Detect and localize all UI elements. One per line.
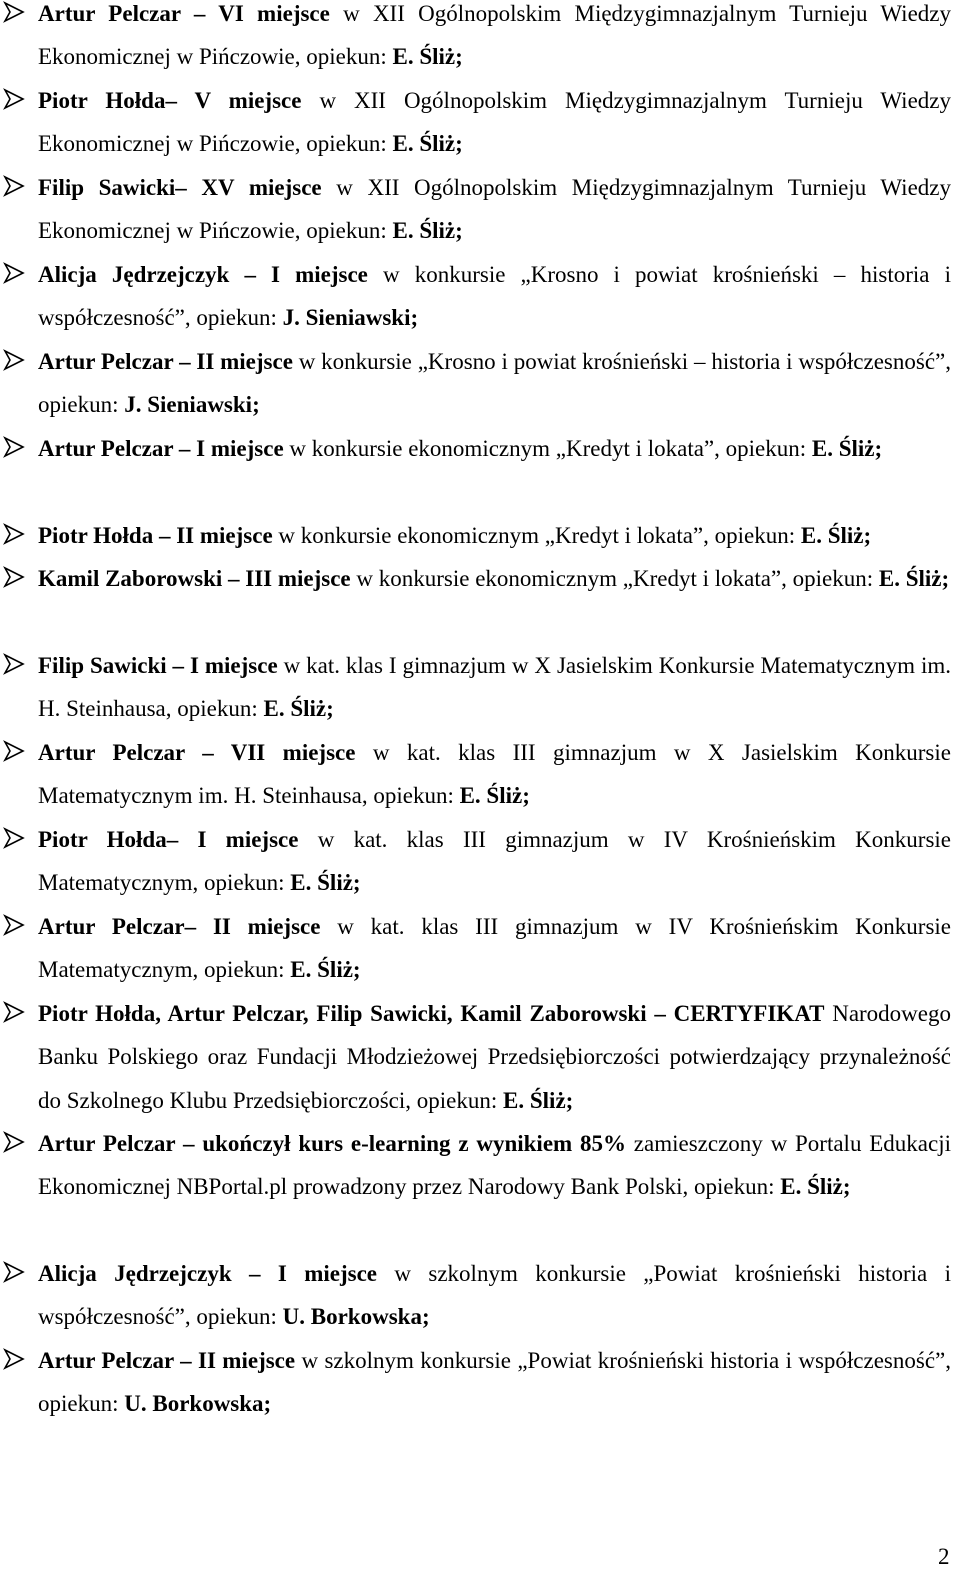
bold-text: E. Śliż; xyxy=(459,783,530,809)
bold-text: E. Śliż; xyxy=(392,218,463,244)
arrowhead-bullet-icon xyxy=(3,436,25,458)
plain-text: w XII Ogólnopolskim Międzygimnazjalnym Turnieju Wiedzy Ekonomicznej w Pińczowie, opiekun: xyxy=(38,1,951,70)
arrowhead-bullet-icon xyxy=(3,523,25,545)
arrowhead-bullet-icon xyxy=(3,1348,25,1370)
list-item-text xyxy=(38,1339,951,1426)
bold-text: Artur Pelczar – VI miejsce xyxy=(38,1,330,26)
arrowhead-bullet-icon xyxy=(3,827,25,849)
list-item-text xyxy=(38,0,951,79)
list-item-text xyxy=(38,644,951,731)
bold-text: Kamil Zaborowski – III miejsce xyxy=(38,566,351,591)
bold-text: Artur Pelczar – VII miejsce xyxy=(38,740,356,765)
list-item-text xyxy=(38,340,951,427)
plain-text: w konkursie ekonomicznym „Kredyt i lokata”, opiekun: xyxy=(272,523,801,548)
bold-text: Filip Sawicki– XV miejsce xyxy=(38,175,322,200)
plain-text: w kat. klas III gimnazjum w IV Krośnieńskim Konkursie Matematycznym, opiekun: xyxy=(38,914,952,983)
bold-text: E. Śliż; xyxy=(800,523,872,548)
bold-text: Piotr Hołda, Artur Pelczar, Filip Sawicki, Kamil Zaborowski – CERTYFIKAT xyxy=(38,1001,825,1026)
bold-text: J. Sieniawski; xyxy=(124,392,260,418)
bold-text: E. Śliż; xyxy=(392,131,463,157)
bold-text: J. Sieniawski; xyxy=(282,305,419,331)
arrowhead-bullet-icon xyxy=(3,1261,25,1283)
arrowhead-bullet-icon xyxy=(3,653,25,675)
arrowhead-bullet-icon xyxy=(3,88,25,110)
list-item-text xyxy=(38,514,951,557)
plain-text: w konkursie ekonomicznym „Kredyt i lokata”, opiekun: xyxy=(283,436,812,461)
bold-text: Piotr Hołda – II miejsce xyxy=(38,523,273,548)
bold-text: Artur Pelczar – II miejsce xyxy=(38,349,293,374)
arrowhead-bullet-icon xyxy=(3,262,25,284)
bold-text: Artur Pelczar – I miejsce xyxy=(38,436,284,461)
bold-text: E. Śliż; xyxy=(263,696,334,722)
plain-text: w szkolnym konkursie „Powiat krośnieński historia i współczesność”, opiekun: xyxy=(38,1348,951,1417)
plain-text: Narodowego Banku Polskiego oraz Fundacji Młodzieżowej Przedsiębiorczości potwierdzający przynależność do Szkolnego Klubu Przedsiębiorczości, opiekun: xyxy=(38,1001,951,1113)
arrowhead-bullet-icon xyxy=(3,1,25,23)
bold-text: E. Śliż; xyxy=(503,1087,574,1113)
arrowhead-bullet-icon xyxy=(3,175,25,197)
bold-text: E. Śliż; xyxy=(290,957,361,983)
bold-text: Artur Pelczar – ukończył kurs e-learning z wynikiem 85% xyxy=(38,1131,626,1156)
arrowhead-bullet-icon xyxy=(3,1131,25,1153)
bold-text: E. Śliż; xyxy=(392,44,463,70)
plain-text: w konkursie ekonomicznym „Kredyt i lokata”, opiekun: xyxy=(350,566,879,591)
plain-text: w szkolnym konkursie „Powiat krośnieński historia i współczesność”, opiekun: xyxy=(38,1261,951,1330)
list-item-text xyxy=(38,166,951,253)
bold-text: Artur Pelczar – II miejsce xyxy=(38,1348,296,1373)
list-item-text xyxy=(38,79,951,166)
plain-text: zamieszczony w Portalu Edukacji Ekonomicznej NBPortal.pl prowadzony przez Narodowy Bank Polski, opiekun: xyxy=(38,1131,952,1200)
bold-text: E. Śliż; xyxy=(811,436,883,461)
bold-text: E. Śliż; xyxy=(290,870,361,896)
arrowhead-bullet-icon xyxy=(3,740,25,762)
bold-text: U. Borkowska; xyxy=(124,1391,272,1417)
page-number: 2 xyxy=(938,1544,950,1569)
plain-text: w XII Ogólnopolskim Międzygimnazjalnym Turnieju Wiedzy Ekonomicznej w Pińczowie, opiekun: xyxy=(38,88,951,157)
bold-text: U. Borkowska; xyxy=(282,1304,430,1330)
list-item-text xyxy=(38,731,951,818)
list-item-text xyxy=(38,1122,951,1209)
bold-text: E. Śliż; xyxy=(780,1174,851,1200)
list-item-text xyxy=(38,557,951,600)
plain-text: w XII Ogólnopolskim Międzygimnazjalnym Turnieju Wiedzy Ekonomicznej w Pińczowie, opiekun: xyxy=(38,175,951,244)
arrowhead-bullet-icon xyxy=(3,566,25,588)
plain-text: w kat. klas III gimnazjum w IV Krośnieńskim Konkursie Matematycznym, opiekun: xyxy=(38,827,951,896)
bold-text: Piotr Hołda– V miejsce xyxy=(38,88,302,113)
plain-text: w konkursie „Krosno i powiat krośnieński – historia i współczesność”, opiekun: xyxy=(38,262,951,331)
bold-text: Piotr Hołda– I miejsce xyxy=(38,827,299,852)
plain-text: w konkursie „Krosno i powiat krośnieński – historia i współczesność”, opiekun: xyxy=(38,349,952,418)
arrowhead-bullet-icon xyxy=(3,914,25,936)
list-item-text xyxy=(38,905,951,992)
list-item-text xyxy=(38,1252,951,1339)
bold-text: Filip Sawicki – I miejsce xyxy=(38,653,278,678)
plain-text: w kat. klas I gimnazjum w X Jasielskim Konkursie Matematycznym im. H. Steinhausa, opiekun: xyxy=(38,653,951,722)
arrowhead-bullet-icon xyxy=(3,1001,25,1023)
list-item-text xyxy=(38,818,951,905)
bold-text: Artur Pelczar– II miejsce xyxy=(38,914,321,939)
plain-text: w kat. klas III gimnazjum w X Jasielskim Konkursie Matematycznym im. H. Steinhausa, opiekun: xyxy=(38,740,951,809)
list-item-text xyxy=(38,427,951,470)
list-item-text xyxy=(38,992,951,1122)
bold-text: E. Śliż; xyxy=(878,566,950,591)
list-item-text xyxy=(38,253,951,340)
arrowhead-bullet-icon xyxy=(3,349,25,371)
bold-text: Alicja Jędrzejczyk – I miejsce xyxy=(38,262,368,287)
bold-text: Alicja Jędrzejczyk – I miejsce xyxy=(38,1261,378,1286)
